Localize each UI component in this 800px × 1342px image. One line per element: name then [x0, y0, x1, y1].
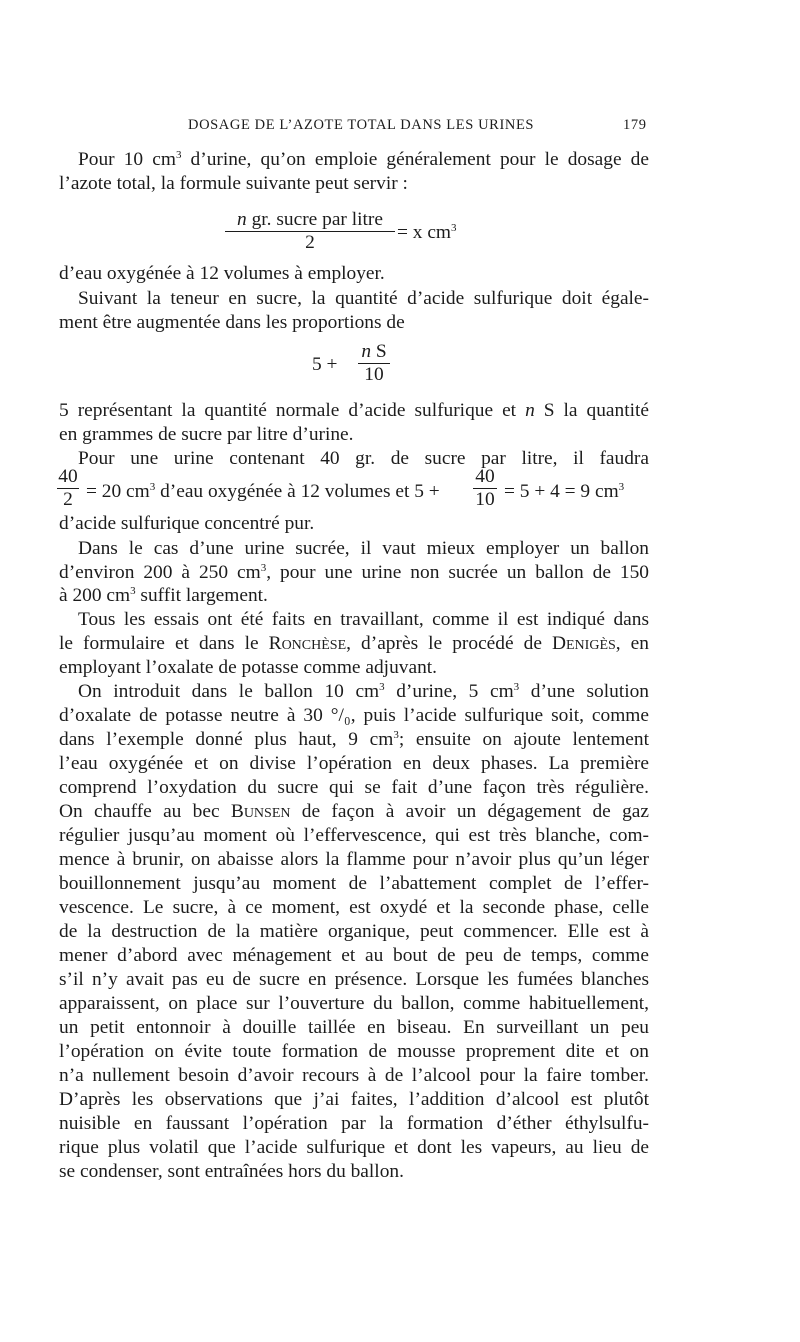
text-line: On chauffe au bec Bunsen de façon à avoir un dégagement de gaz: [59, 801, 649, 822]
text-line: en grammes de sucre par litre d’urine.: [59, 424, 354, 445]
text-line: ment être augmentée dans les proportions de: [59, 312, 405, 333]
text-line: d’oxalate de potasse neutre à 30 °/₀, puis l’acide sulfurique soit, comme: [59, 705, 650, 726]
text-line: le formulaire et dans le Ronchèse, d’après le procédé de Denigès, en: [59, 633, 649, 654]
formula-text: = 5 + 4 = 9 $cm^3$: [504, 481, 625, 502]
text-line: Suivant la teneur en sucre, la quantité d’acide sulfurique doit égale-: [78, 288, 649, 309]
formula-fraction: 40 10: [473, 466, 497, 511]
text-line: mence à brunir, on abaisse alors la flamme pour n’avoir plus qu’un léger: [59, 849, 649, 870]
text-line: un petit entonnoir à douille taillée en biseau. En surveillant un peu: [59, 1017, 649, 1038]
text-line: n’a nullement besoin d’avoir recours à de l’alcool pour la faire tomber.: [59, 1065, 649, 1086]
formula-lhs: 5 +: [312, 354, 338, 375]
text-line: Pour une urine contenant 40 gr. de sucre par litre, il faudra: [78, 448, 649, 469]
text-line: employant l’oxalate de potasse comme adjuvant.: [59, 657, 437, 678]
text-line: d’acide sulfurique concentré pur.: [59, 513, 315, 534]
formula-fraction: n gr. sucre par litre 2: [225, 209, 395, 254]
text-line: rique plus volatil que l’acide sulfurique et dont les vapeurs, au lieu de: [59, 1137, 649, 1158]
text-line: apparaissent, on place sur l’ouverture du ballon, comme habituellement,: [59, 993, 649, 1014]
text-line: D’après les observations que j’ai faites, l’addition d’alcool est plutôt: [59, 1089, 649, 1110]
text-line: à 200 $cm^3$ suffit largement.: [59, 585, 268, 606]
text-line: bouillonnement jusqu’au moment de l’abattement complet de l’effer-: [59, 873, 649, 894]
text-line: d’eau oxygénée à 12 volumes à employer.: [59, 263, 385, 284]
text-line: Tous les essais ont été faits en travaillant, comme il est indiqué dans: [78, 609, 649, 630]
text-line: Dans le cas d’une urine sucrée, il vaut mieux employer un ballon: [78, 538, 649, 559]
formula-fraction: n S 10: [358, 341, 390, 386]
text-line: nuisible en faussant l’opération par la formation d’éther éthylsulfu-: [59, 1113, 649, 1134]
text-line: régulier jusqu’au moment où l’effervescence, qui est très blanche, com-: [59, 825, 649, 846]
text-line: s’il n’y avait pas eu de sucre en présence. Lorsque les fumées blanches: [59, 969, 649, 990]
text-line: dans l’exemple donné plus haut, 9 $cm^3$; ensuite on ajoute lentement: [59, 729, 650, 750]
text-line: Pour 10 $cm^3$ d’urine, qu’on emploie généralement pour le dosage de: [78, 149, 649, 170]
text-line: mener d’abord avec ménagement et au bout de peu de temps, comme: [59, 945, 649, 966]
text-line: comprend l’oxydation du sucre qui se fait d’une façon très régulière.: [59, 777, 649, 798]
running-title: DOSAGE DE L’AZOTE TOTAL DANS LES URINES: [188, 117, 535, 133]
text-line: vescence. Le sucre, à ce moment, est oxydé et la seconde phase, celle: [59, 897, 649, 918]
page-number: 179: [623, 117, 647, 133]
text-line: l’opération on évite toute formation de mousse proprement dite et on: [59, 1041, 649, 1062]
text-line: 5 représentant la quantité normale d’acide sulfurique et n S la quantité: [59, 400, 649, 421]
text-line: On introduit dans le ballon 10 $cm^3$ d’urine, 5 $cm^3$ d’une solution: [78, 681, 649, 702]
formula-rhs: = x $cm^3$: [397, 222, 457, 243]
formula-text: = 20 $cm^3$ d’eau oxygénée à 12 volumes et 5 +: [86, 481, 440, 502]
text-line: l’azote total, la formule suivante peut servir :: [59, 173, 408, 194]
text-line: l’eau oxygénée et on divise l’opération en deux phases. La première: [59, 753, 649, 774]
text-line: de la destruction de la matière organique, peut commencer. Elle est à: [59, 921, 649, 942]
formula-fraction: 40 2: [58, 466, 78, 510]
text-line: d’environ 200 à 250 $cm^3$, pour une urine non sucrée un ballon de 150: [59, 562, 649, 583]
text-line: se condenser, sont entraînées hors du ballon.: [59, 1161, 404, 1182]
